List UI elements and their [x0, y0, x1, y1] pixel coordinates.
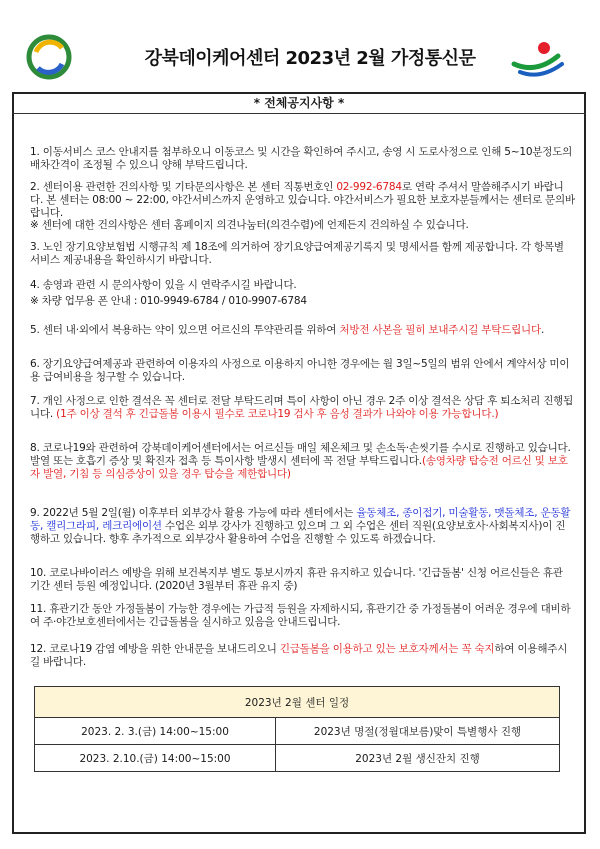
schedule-table: [34, 686, 560, 772]
notice-item-2-text-a: 2. 센터이용 관련한 건의사항 및 기타문의사항은 본 센터 직통번호인: [30, 181, 337, 193]
notice-item-4: 4. 송영과 관련 시 문의사항이 있을 시 연락주시길 바랍니다.: [30, 279, 297, 291]
notice-item-8-highlight: (송영차량 탑승전 어르신 및 보호자 발열, 기침 등 의심증상이 있을 경우 탑승을 제한합니다): [30, 455, 568, 480]
notice-heading: * 전체공지사항 *: [12, 92, 586, 114]
notice-item-10: 10. 코로나바이러스 예방을 위해 보건복지부 별도 통보시까지 휴관 유지하고 있습니다. '긴급돌봄' 신청 어르신들은 휴관 기간 센터 등원 예정입니다. (2020년 3월부터 휴관 유지 중): [30, 567, 563, 592]
notice-item-7: [30, 395, 575, 421]
notice-item-9-programs: 율동체조, 종이접기, 미술활동, 맷돌체조, 운동활동, 캘리그라피, 레크리에이션: [30, 507, 571, 532]
notice-item-9-text-b: 수업은 외부 강사가 진행하고 있으며 그 외 수업은 센터 직원(요양보호사·사회복지사)이 진행하고 있습니다. 향후 추가적으로 외부강사 활용하여 수업을 진행할 수 있도록 하겠습니다.: [30, 520, 566, 545]
notice-item-2: [30, 181, 575, 220]
notice-note-suggestion: ※ 센터에 대한 건의사항은 센터 홈페이지 의견나눔터(의견수렴)에 언제든지 건의하실 수 있습니다.: [30, 219, 469, 231]
notice-item-6: 6. 장기요양급여제공과 관련하여 이용자의 사정으로 이용하지 아니한 경우에는 월 3일~5일의 범위 안에서 계약서상 미이용 급여비용을 청구할 수 있습니다.: [30, 358, 570, 383]
schedule-event: 2023년 2월 생신잔치 진행: [276, 745, 560, 772]
notice-item-9-text-a: 9. 2022년 5월 2일(월) 이후부터 외부강사 활용 가능에 따라 센터에서는: [30, 507, 357, 519]
page-title: 강북데이케어센터 2023년 2월 가정통신문: [144, 48, 476, 69]
circle-swirl-logo-icon: [26, 34, 72, 80]
notice-item-5: [30, 324, 575, 337]
notice-item-8-text-a: 8. 코로나19와 관련하여 강북데이케어센터에서는 어르신들 매일 체온체크 및 손소독·손씻기를 수시로 진행하고 있습니다. 발열 또는 호흡기 증상 및 확진자 접촉 등 특이사항 발생시 센터에 꼭 전달 부탁드립니다.: [30, 442, 571, 467]
schedule-row: [35, 718, 560, 745]
notice-item-5-text-a: 5. 센터 내·외에서 복용하는 약이 있으면 어르신의 투약관리를 위하여: [30, 324, 340, 336]
notice-item-7-highlight: (1주 이상 결석 후 긴급돌봄 이용시 필수로 코로나19 검사 후 음성 결과가 나와야 이용 가능합니다.): [56, 408, 499, 420]
notice-item-7-text-a: 7. 개인 사정으로 인한 결석은 꼭 센터로 전달 부탁드리며 특이 사항이 아닌 경우 2주 이상 결석은 상담 후 퇴소처리 진행됩니다.: [30, 395, 574, 420]
notice-item-3: 3. 노인 장기요양보험법 시행규칙 제 18조에 의거하여 장기요양급여제공기록지 및 명세서를 함께 제공합니다. 각 항목별 서비스 제공내용을 확인하시기 바랍니다.: [30, 241, 564, 266]
notice-item-2-text-b: 로 연락 주셔서 말씀해주시기 바랍니다. 본 센터는 08:00 ~ 22:00, 야간서비스까지 운영하고 있습니다. 야간서비스가 필요한 보호자분들께서는 센터로 문의바랍니다.: [30, 181, 575, 219]
schedule-date: 2023. 2.10.(금) 14:00~15:00: [35, 745, 276, 772]
notice-item-12-text-a: 12. 코로나19 감염 예방을 위한 안내문을 보내드리오니: [30, 643, 280, 655]
notice-item-12-highlight: 긴급돌봄을 이용하고 있는 보호자께서는 꼭 숙지: [279, 643, 495, 655]
center-phone-number: 02-992-6784: [336, 181, 402, 193]
notice-item-5-highlight: 처방전 사본을 필히 보내주시길 부탁드립니다: [339, 324, 541, 336]
notice-item-5-text-b: .: [540, 324, 545, 336]
notice-item-9: [30, 507, 575, 546]
schedule-event: 2023년 명절(정월대보름)맞이 특별행사 진행: [276, 718, 560, 745]
notice-item-1: 1. 이동서비스 코스 안내지를 첨부하오니 이동코스 및 시간을 확인하여 주시고, 송영 시 도로사정으로 인해 5~10분정도의 배차간격이 조정될 수 있으니 양해 부탁드립니다.: [30, 146, 573, 171]
notice-item-8: [30, 442, 575, 481]
notice-item-11: 11. 휴관기간 동안 가정돌봄이 가능한 경우에는 가급적 등원을 자제하시되, 휴관기간 중 가정돌봄이 어려운 경우에 대비하여 주·야간보호센터에서는 긴급돌봄을 실시하고 있음을 안내드립니다.: [30, 603, 571, 628]
schedule-title: 2023년 2월 센터 일정: [35, 687, 560, 718]
schedule-date: 2023. 2. 3.(금) 14:00~15:00: [35, 718, 276, 745]
notice-note-vehicle-phone: ※ 차량 업무용 폰 안내 : 010-9949-6784 / 010-9907-6784: [30, 295, 307, 307]
schedule-row: [35, 745, 560, 772]
notice-item-12: [30, 643, 575, 669]
notice-item-12-text-b: 하여 이용해주시길 바랍니다.: [30, 643, 568, 668]
